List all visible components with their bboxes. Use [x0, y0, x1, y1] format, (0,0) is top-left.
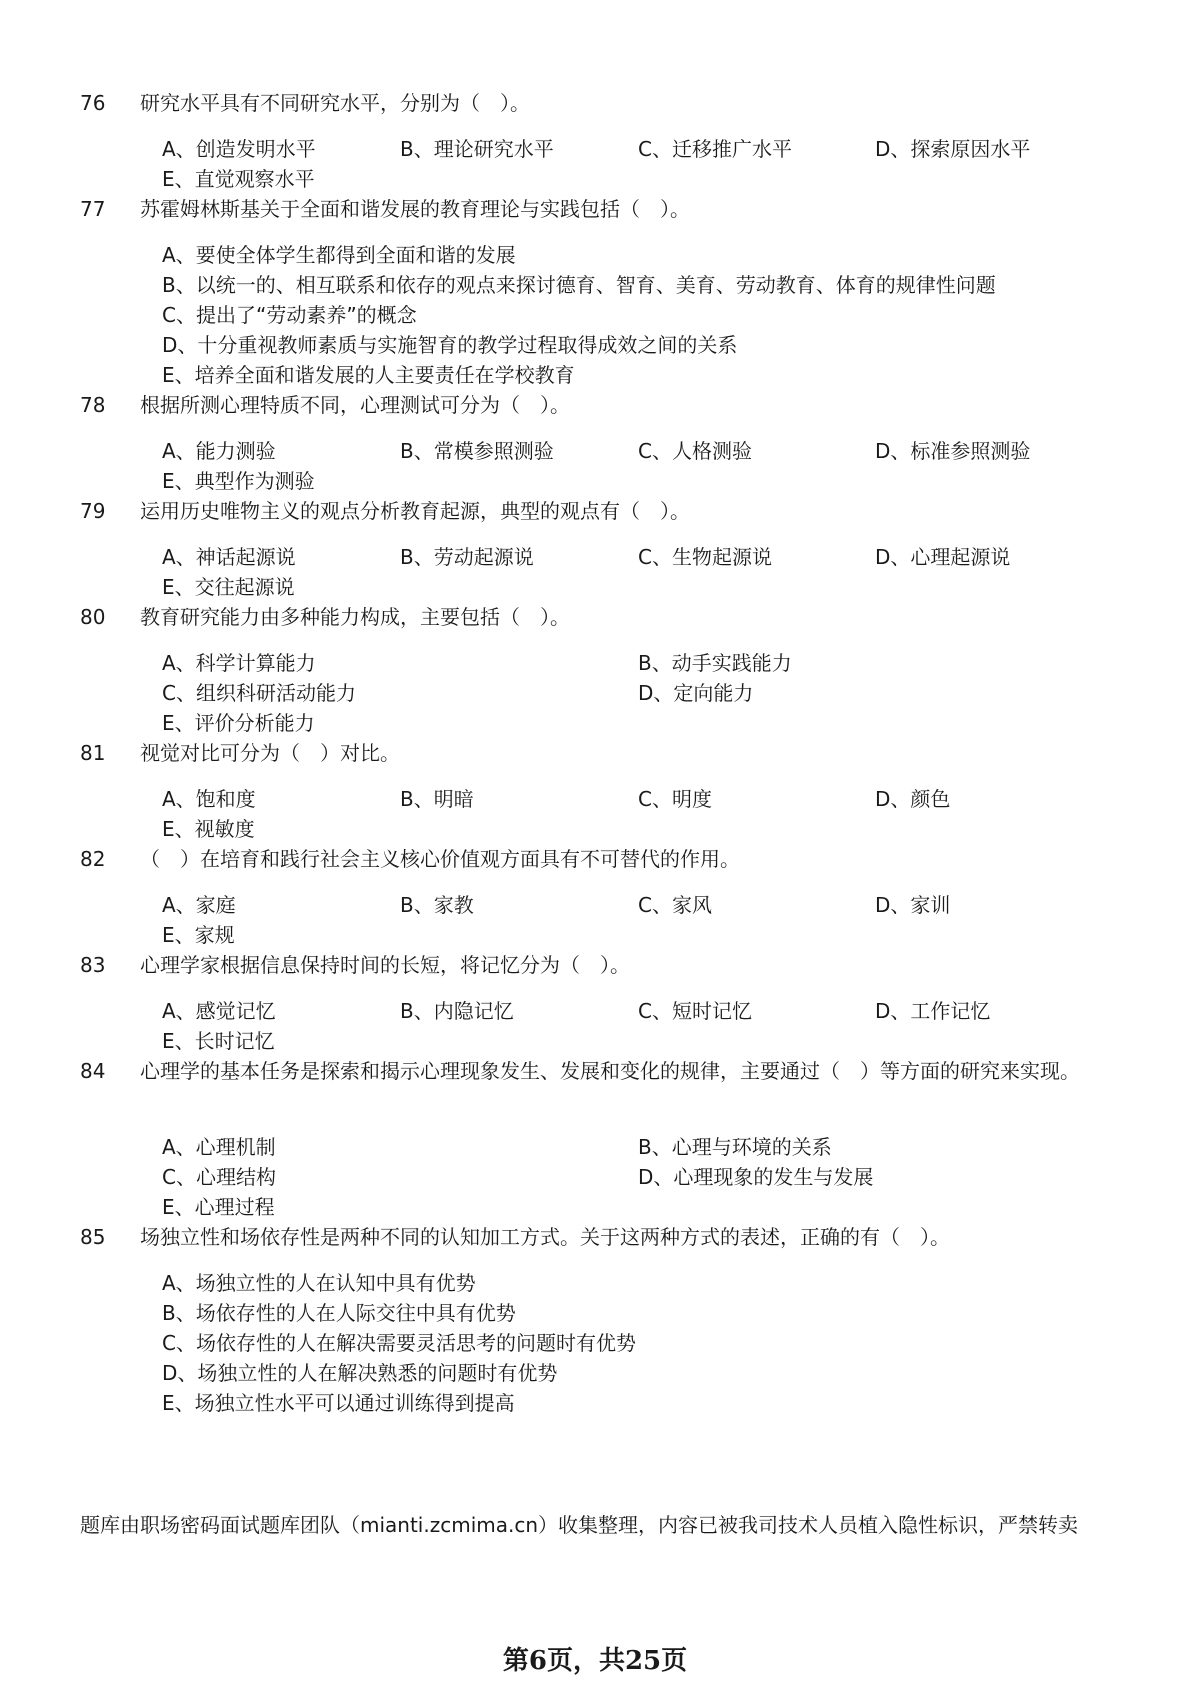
answer-option: B、明暗 — [400, 787, 474, 811]
answer-option: C、生物起源说 — [638, 545, 772, 569]
option-row — [0, 330, 1190, 360]
question-text: （ ）在培育和践行社会主义核心价值观方面具有不可替代的作用。 — [140, 847, 740, 871]
option-row — [0, 996, 1190, 1026]
option-list — [0, 648, 1190, 738]
question-number: 77 — [80, 197, 106, 221]
answer-option: A、科学计算能力 — [162, 651, 316, 675]
option-list — [0, 784, 1190, 844]
answer-option: C、心理结构 — [162, 1165, 276, 1189]
question-number: 79 — [80, 499, 106, 523]
option-row — [0, 360, 1190, 390]
answer-option: D、定向能力 — [638, 681, 754, 705]
answer-option: D、十分重视教师素质与实施智育的教学过程取得成效之间的关系 — [162, 333, 738, 357]
option-row — [0, 436, 1190, 466]
question-number: 83 — [80, 953, 106, 977]
answer-option: C、明度 — [638, 787, 712, 811]
answer-option: A、场独立性的人在认知中具有优势 — [162, 1271, 476, 1295]
question-item — [0, 738, 1190, 844]
answer-option: B、以统一的、相互联系和依存的观点来探讨德育、智育、美育、劳动教育、体育的规律性问题 — [162, 273, 996, 297]
option-row — [0, 920, 1190, 950]
question-text: 研究水平具有不同研究水平，分别为（ ）。 — [140, 91, 530, 115]
option-row — [0, 164, 1190, 194]
answer-option: D、家训 — [875, 893, 951, 917]
question-text: 根据所测心理特质不同，心理测试可分为（ ）。 — [140, 393, 570, 417]
question-number: 84 — [80, 1059, 106, 1083]
option-row — [0, 240, 1190, 270]
option-row — [0, 572, 1190, 602]
answer-option: E、家规 — [162, 923, 235, 947]
question-number: 82 — [80, 847, 106, 871]
footer-note: 题库由职场密码面试题库团队（mianti.zcmima.cn）收集整理，内容已被我司技术人员植入隐性标识，严禁转卖 — [80, 1513, 1079, 1537]
option-list — [0, 890, 1190, 950]
option-row — [0, 678, 1190, 708]
answer-option: A、感觉记忆 — [162, 999, 276, 1023]
answer-option: B、劳动起源说 — [400, 545, 534, 569]
answer-option: C、组织科研活动能力 — [162, 681, 356, 705]
option-row — [0, 300, 1190, 330]
option-row — [0, 708, 1190, 738]
question-text: 视觉对比可分为（ ）对比。 — [140, 741, 400, 765]
answer-option: D、探索原因水平 — [875, 137, 1031, 161]
question-text: 场独立性和场依存性是两种不同的认知加工方式。关于这两种方式的表述，正确的有（ ）。 — [140, 1225, 950, 1249]
option-row — [0, 1192, 1190, 1222]
answer-option: C、迁移推广水平 — [638, 137, 792, 161]
option-row — [0, 1388, 1190, 1418]
answer-option: B、心理与环境的关系 — [638, 1135, 832, 1159]
option-row — [0, 1268, 1190, 1298]
answer-option: A、能力测验 — [162, 439, 276, 463]
option-row — [0, 648, 1190, 678]
option-list — [0, 1268, 1190, 1418]
answer-option: D、心理现象的发生与发展 — [638, 1165, 874, 1189]
option-row — [0, 270, 1190, 300]
question-item — [0, 390, 1190, 496]
answer-option: B、常模参照测验 — [400, 439, 554, 463]
question-item — [0, 194, 1190, 390]
answer-option: B、家教 — [400, 893, 474, 917]
answer-option: A、心理机制 — [162, 1135, 276, 1159]
option-row — [0, 134, 1190, 164]
answer-option: A、要使全体学生都得到全面和谐的发展 — [162, 243, 516, 267]
option-list — [0, 996, 1190, 1056]
question-number: 76 — [80, 91, 106, 115]
option-list — [0, 542, 1190, 602]
answer-option: E、场独立性水平可以通过训练得到提高 — [162, 1391, 515, 1415]
answer-option: B、动手实践能力 — [638, 651, 792, 675]
answer-option: D、标准参照测验 — [875, 439, 1031, 463]
option-row — [0, 1298, 1190, 1328]
question-text: 苏霍姆林斯基关于全面和谐发展的教育理论与实践包括（ ）。 — [140, 197, 690, 221]
answer-option: E、直觉观察水平 — [162, 167, 315, 191]
option-row — [0, 1162, 1190, 1192]
answer-option: D、场独立性的人在解决熟悉的问题时有优势 — [162, 1361, 558, 1385]
question-text: 运用历史唯物主义的观点分析教育起源，典型的观点有（ ）。 — [140, 499, 690, 523]
question-item — [0, 602, 1190, 738]
option-row — [0, 466, 1190, 496]
option-row — [0, 890, 1190, 920]
question-number: 80 — [80, 605, 106, 629]
question-number: 85 — [80, 1225, 106, 1249]
answer-option: E、交往起源说 — [162, 575, 295, 599]
answer-option: B、内隐记忆 — [400, 999, 514, 1023]
answer-option: C、场依存性的人在解决需要灵活思考的问题时有优势 — [162, 1331, 636, 1355]
answer-option: C、家风 — [638, 893, 712, 917]
answer-option: E、培养全面和谐发展的人主要责任在学校教育 — [162, 363, 575, 387]
answer-option: E、评价分析能力 — [162, 711, 315, 735]
question-item — [0, 88, 1190, 194]
answer-option: C、人格测验 — [638, 439, 752, 463]
option-list — [0, 436, 1190, 496]
option-row — [0, 1328, 1190, 1358]
answer-option: A、创造发明水平 — [162, 137, 316, 161]
answer-option: B、理论研究水平 — [400, 137, 554, 161]
answer-option: A、饱和度 — [162, 787, 256, 811]
answer-option: E、典型作为测验 — [162, 469, 315, 493]
answer-option: C、短时记忆 — [638, 999, 752, 1023]
option-row — [0, 814, 1190, 844]
answer-option: A、家庭 — [162, 893, 236, 917]
question-item — [0, 1222, 1190, 1418]
answer-option: D、颜色 — [875, 787, 951, 811]
option-list — [0, 134, 1190, 194]
question-item — [0, 1056, 1190, 1222]
answer-option: E、视敏度 — [162, 817, 255, 841]
option-list — [0, 240, 1190, 390]
answer-option: C、提出了“劳动素养”的概念 — [162, 303, 417, 327]
question-number: 81 — [80, 741, 106, 765]
answer-option: E、长时记忆 — [162, 1029, 275, 1053]
answer-option: E、心理过程 — [162, 1195, 275, 1219]
question-item — [0, 496, 1190, 602]
answer-option: A、神话起源说 — [162, 545, 296, 569]
question-item — [0, 950, 1190, 1056]
answer-option: B、场依存性的人在人际交往中具有优势 — [162, 1301, 516, 1325]
option-list — [0, 1132, 1190, 1222]
question-number: 78 — [80, 393, 106, 417]
question-text: 心理学的基本任务是探索和揭示心理现象发生、发展和变化的规律，主要通过（ ）等方面的研究来实现。 — [140, 1059, 1080, 1083]
option-row — [0, 1132, 1190, 1162]
answer-option: D、心理起源说 — [875, 545, 1011, 569]
option-row — [0, 542, 1190, 572]
question-list — [0, 88, 1190, 1418]
option-row — [0, 1358, 1190, 1388]
page-number: 第6页，共25页 — [502, 1646, 688, 1676]
option-row — [0, 1026, 1190, 1056]
answer-option: D、工作记忆 — [875, 999, 991, 1023]
option-row — [0, 784, 1190, 814]
question-item — [0, 844, 1190, 950]
question-text: 教育研究能力由多种能力构成，主要包括（ ）。 — [140, 605, 570, 629]
question-text: 心理学家根据信息保持时间的长短，将记忆分为（ ）。 — [140, 953, 630, 977]
